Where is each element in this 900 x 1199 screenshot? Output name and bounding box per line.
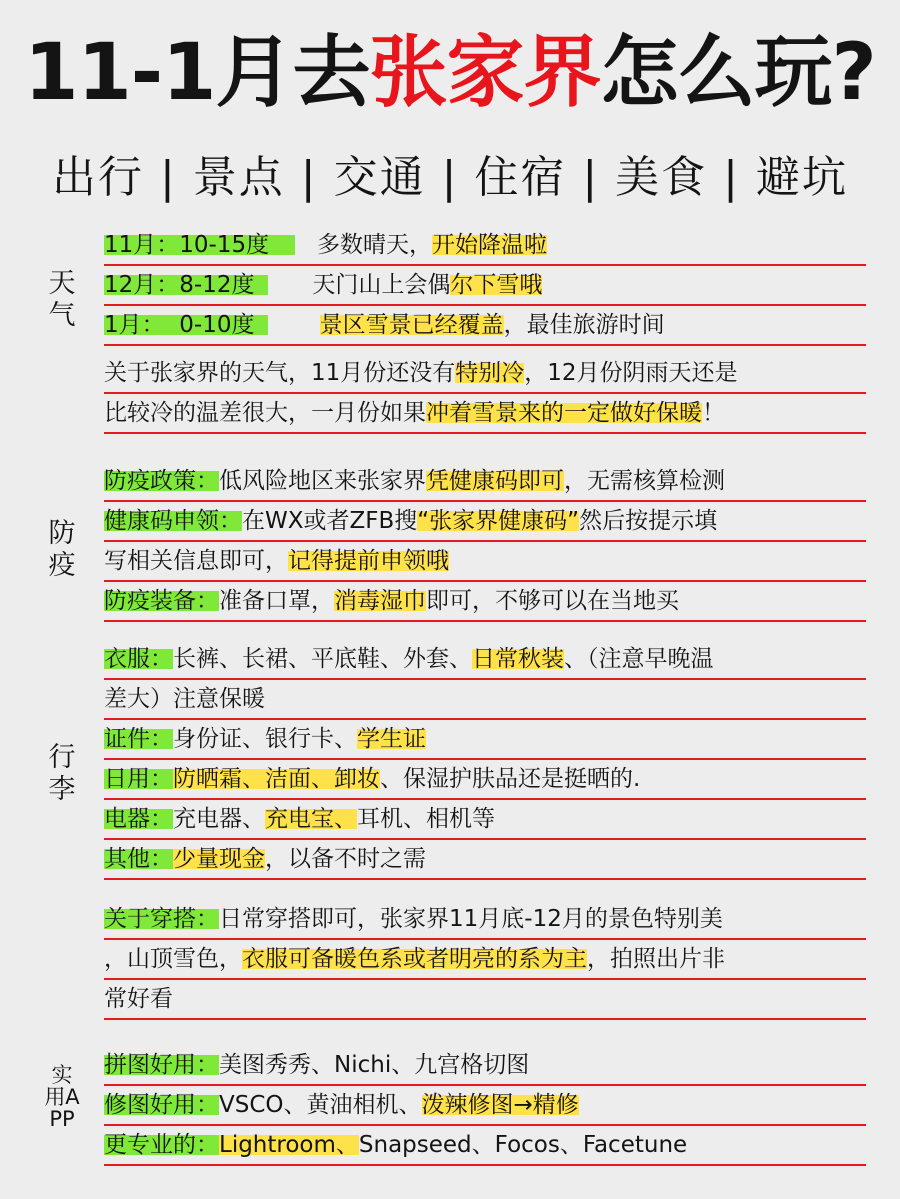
page-title: 11-1月去张家界怎么玩?	[24, 28, 876, 118]
epidemic-gear-line: 防疫装备：准备口罩，消毒湿巾即可，不够可以在当地买	[104, 582, 866, 622]
outfit-line-3: 常好看	[104, 980, 866, 1020]
weather-line-nov: 11月：10-15度 多数晴天，开始降温啦	[104, 226, 866, 266]
outfit-line-2: ，山顶雪色，衣服可备暖色系或者明亮的系为主，拍照出片非	[104, 940, 866, 980]
apps-pro-line: 更专业的：Lightroom、Snapseed、Focos、Facetune	[104, 1126, 866, 1166]
luggage-clothes-line-2: 差大）注意保暖	[104, 680, 866, 720]
luggage-documents-line: 证件：身份证、银行卡、学生证	[104, 720, 866, 760]
apps-collage-line: 拼图好用：美图秀秀、Nichi、九宫格切图	[104, 1046, 866, 1086]
page-subtitle: 出行 | 景点 | 交通 | 住宿 | 美食 | 避坑	[52, 152, 848, 203]
apps-edit-line: 修图好用：VSCO、黄油相机、泼辣修图→精修	[104, 1086, 866, 1126]
weather-paragraph-1: 关于张家界的天气，11月份还没有特别冷，12月份阴雨天还是	[104, 354, 866, 394]
weather-line-jan: 1月： 0-10度 景区雪景已经覆盖，最佳旅游时间	[104, 306, 866, 346]
weather-line-dec: 12月：8-12度 天门山上会偶尔下雪哦	[104, 266, 866, 306]
section-label-epidemic: 防疫	[48, 518, 76, 581]
luggage-other-line: 其他：少量现金，以备不时之需	[104, 840, 866, 880]
weather-paragraph-2: 比较冷的温差很大，一月份如果冲着雪景来的一定做好保暖！	[104, 394, 866, 434]
section-label-luggage: 行李	[48, 742, 76, 805]
epidemic-healthcode-line-2: 写相关信息即可，记得提前申领哦	[104, 542, 866, 582]
section-label-weather: 天气	[48, 268, 76, 331]
epidemic-policy-line: 防疫政策：低风险地区来张家界凭健康码即可，无需核算检测	[104, 462, 866, 502]
section-label-apps: 实用APP	[44, 1063, 80, 1131]
luggage-electronics-line: 电器：充电器、充电宝、耳机、相机等	[104, 800, 866, 840]
outfit-line-1: 关于穿搭：日常穿搭即可，张家界11月底-12月的景色特别美	[104, 900, 866, 940]
luggage-daily-line: 日用：防晒霜、洁面、卸妆、保湿护肤品还是挺晒的.	[104, 760, 866, 800]
luggage-clothes-line: 衣服：长裤、长裙、平底鞋、外套、日常秋装、（注意早晚温	[104, 640, 866, 680]
epidemic-healthcode-line: 健康码申领：在WX或者ZFB搜“张家界健康码”然后按提示填	[104, 502, 866, 542]
